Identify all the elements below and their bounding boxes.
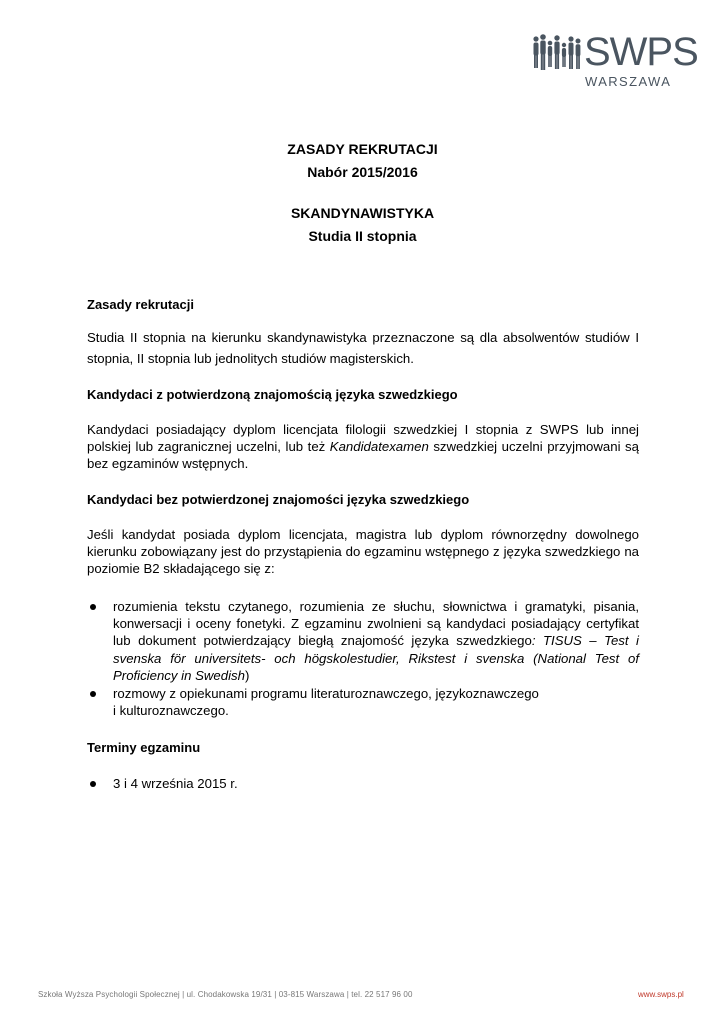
list-item-interview-line-1: rozmowy z opiekunami programu literaturoznawczego, językoznawczego: [113, 686, 539, 701]
paragraph-confirmed: [87, 421, 639, 473]
paragraph-confirmed-part-1: Kandydaci posiadający dyplom licencjata filologii szwedzkiej I stopnia z SWPS lub innej polskiej lub zagranicznej uczelni, lub też: [87, 422, 639, 455]
people-silhouettes-icon: [532, 34, 584, 74]
paragraph-rules: Studia II stopnia na kierunku skandynawistyka przeznaczone są dla absolwentów studiów I stopnia, II stopnia lub jednolitych studiów magisterskich.: [87, 330, 639, 366]
title-line-2: Nabór 2015/2016: [307, 164, 418, 180]
title-line-3: SKANDYNAWISTYKA: [290, 205, 435, 221]
swps-logo: [532, 30, 698, 94]
bullet-icon: [90, 781, 96, 787]
section-heading-dates: Terminy egzaminu: [87, 740, 201, 755]
title-line-1: ZASADY REKRUTACJI: [287, 141, 438, 157]
list-item-interview-line-2: i kulturoznawczego.: [113, 703, 229, 719]
list-item-exam-parts: [113, 598, 639, 684]
section-heading-unconfirmed: Kandydaci bez potwierdzonej znajomości języka szwedzkiego: [87, 492, 470, 507]
list-item-exam-parts-text: rozumienia tekstu czytanego, rozumienia ze słuchu, słownictwa i gramatyki, pisania, konwersacji i oceny fonetyki. Z egzaminu zwolnieni są kandydaci posiadający certyfikat lub dokument potwierdzający biegłą znajomość języka szwedzkiego: [113, 599, 639, 649]
certificate-names: : TISUS – Test i svenska för universitets- och högskolestudier, Rikstest i svenska (National Test of Proficiency in Swedish: [113, 633, 639, 683]
footer-address: Szkoła Wyższa Psychologii Społecznej | ul. Chodakowska 19/31 | 03-815 Warszawa | tel. 22 517 96 00: [38, 990, 413, 999]
footer-website-link[interactable]: www.swps.pl: [638, 990, 684, 999]
bullet-icon: [90, 604, 96, 610]
paragraph-unconfirmed: Jeśli kandydat posiada dyplom licencjata, magistra lub dyplom równorzędny dowolnego kierunku zobowiązany jest do przystąpienia do egzaminu wstępnego z języka szwedzkiego na poziomie B2 składającego się z:: [87, 527, 639, 577]
section-heading-rules: Zasady rekrutacji: [87, 297, 194, 312]
section-heading-confirmed: Kandydaci z potwierdzoną znajomością języka szwedzkiego: [87, 387, 458, 402]
bullet-icon: [90, 691, 96, 697]
logo-city-text: WARSZAWA: [585, 74, 672, 89]
list-item-interview: [113, 685, 639, 719]
title-line-4: Studia II stopnia: [308, 228, 417, 244]
kandidatexamen-term: Kandidatexamen: [329, 439, 429, 455]
list-item-exam-parts-close: ): [244, 667, 250, 683]
paragraph-confirmed-part-2: szwedzkiej uczelni przyjmowani są bez egzaminów wstępnych.: [87, 439, 639, 472]
logo-brand-text: SWPS: [584, 30, 698, 74]
list-item-exam-date: 3 i 4 września 2015 r.: [113, 776, 238, 791]
